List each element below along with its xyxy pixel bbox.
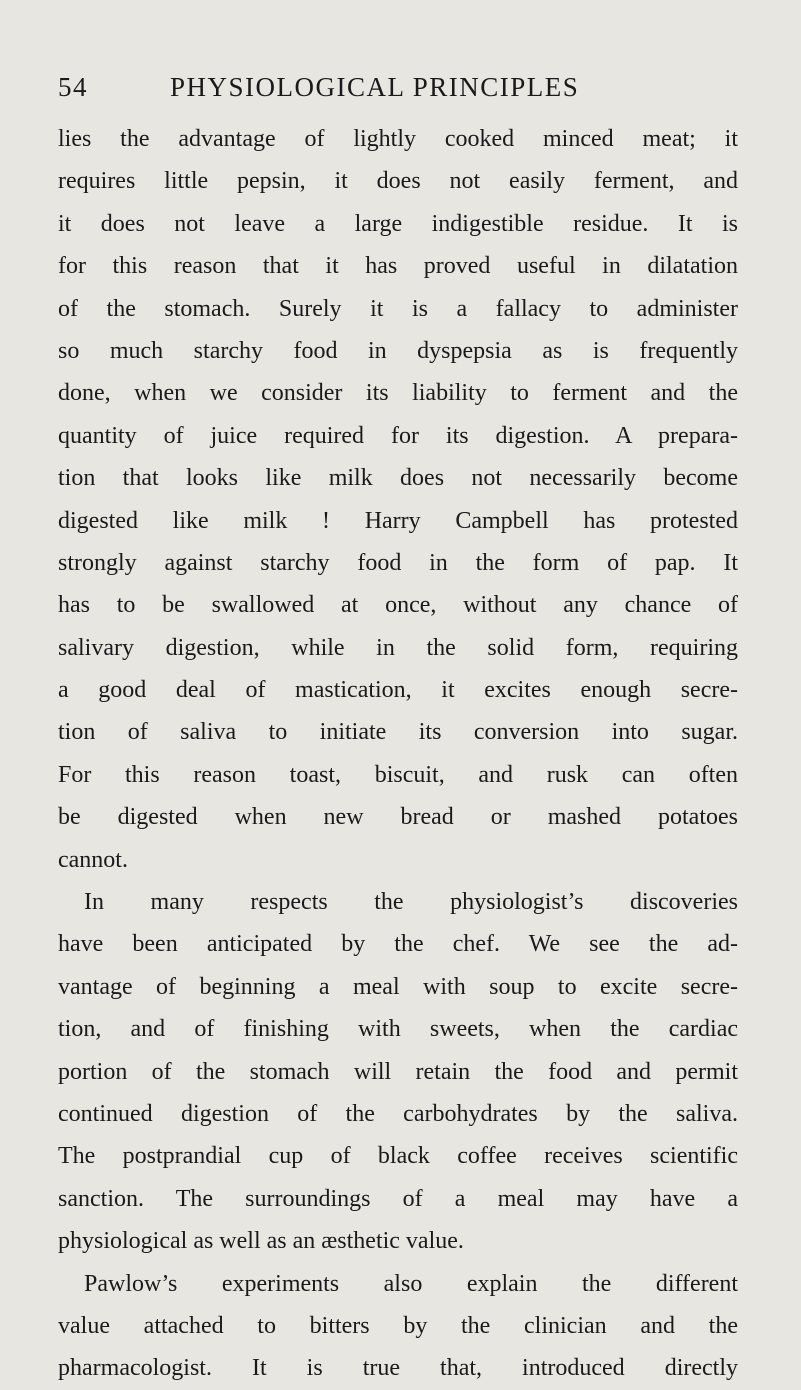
text-line: salivary digestion, while in the solid form, requiring [58,634,738,661]
text-line: tion that looks like milk does not necessarily become [58,465,738,492]
text-line: so much starchy food in dyspepsia as is frequently [58,337,738,364]
text-line: of the stomach. Surely it is a fallacy to administer [58,295,738,322]
text-line: value attached to bitters by the clinician and the [58,1312,738,1339]
text-line: physiological as well as an æsthetic value. [58,1228,464,1255]
text-line: continued digestion of the carbohydrates by the saliva. [58,1100,738,1127]
text-line: has to be swallowed at once, without any chance of [58,592,738,619]
text-line: tion of saliva to initiate its conversion into sugar. [58,719,738,746]
text-line: done, when we consider its liability to ferment and the [58,380,738,407]
running-head [58,72,738,108]
text-line: it does not leave a large indigestible residue. It is [58,210,738,237]
text-line: pharmacologist. It is true that, introduced directly [58,1355,738,1382]
text-line: cannot. [58,846,128,873]
text-line: tion, and of finishing with sweets, when the cardiac [58,1016,738,1043]
text-line: be digested when new bread or mashed potatoes [58,804,738,831]
body-text [58,118,738,1390]
text-line: sanction. The surroundings of a meal may have a [58,1185,738,1212]
text-line: The postprandial cup of black coffee receives scientific [58,1143,738,1170]
text-line: strongly against starchy food in the form of pap. It [58,549,738,576]
text-line: have been anticipated by the chef. We see the ad- [58,931,738,958]
page-number: 54 [58,72,88,102]
text-line: lies the advantage of lightly cooked minced meat; it [58,126,738,152]
text-line: digested like milk ! Harry Campbell has protested [58,507,738,534]
running-title: PHYSIOLOGICAL PRINCIPLES [170,72,580,102]
text-line: portion of the stomach will retain the food and permit [58,1058,738,1085]
text-line: quantity of juice required for its digestion. A prepara- [58,422,738,449]
text-line: for this reason that it has proved useful in dilatation [58,253,738,280]
text-line: a good deal of mastication, it excites enough secre- [58,677,738,704]
text-line: requires little pepsin, it does not easily ferment, and [58,168,738,195]
text-line: vantage of beginning a meal with soup to excite secre- [58,973,738,1000]
text-line: In many respects the physiologist’s discoveries [84,889,738,916]
text-line: Pawlow’s experiments also explain the different [84,1270,738,1297]
text-line: For this reason toast, biscuit, and rusk can often [58,761,738,788]
